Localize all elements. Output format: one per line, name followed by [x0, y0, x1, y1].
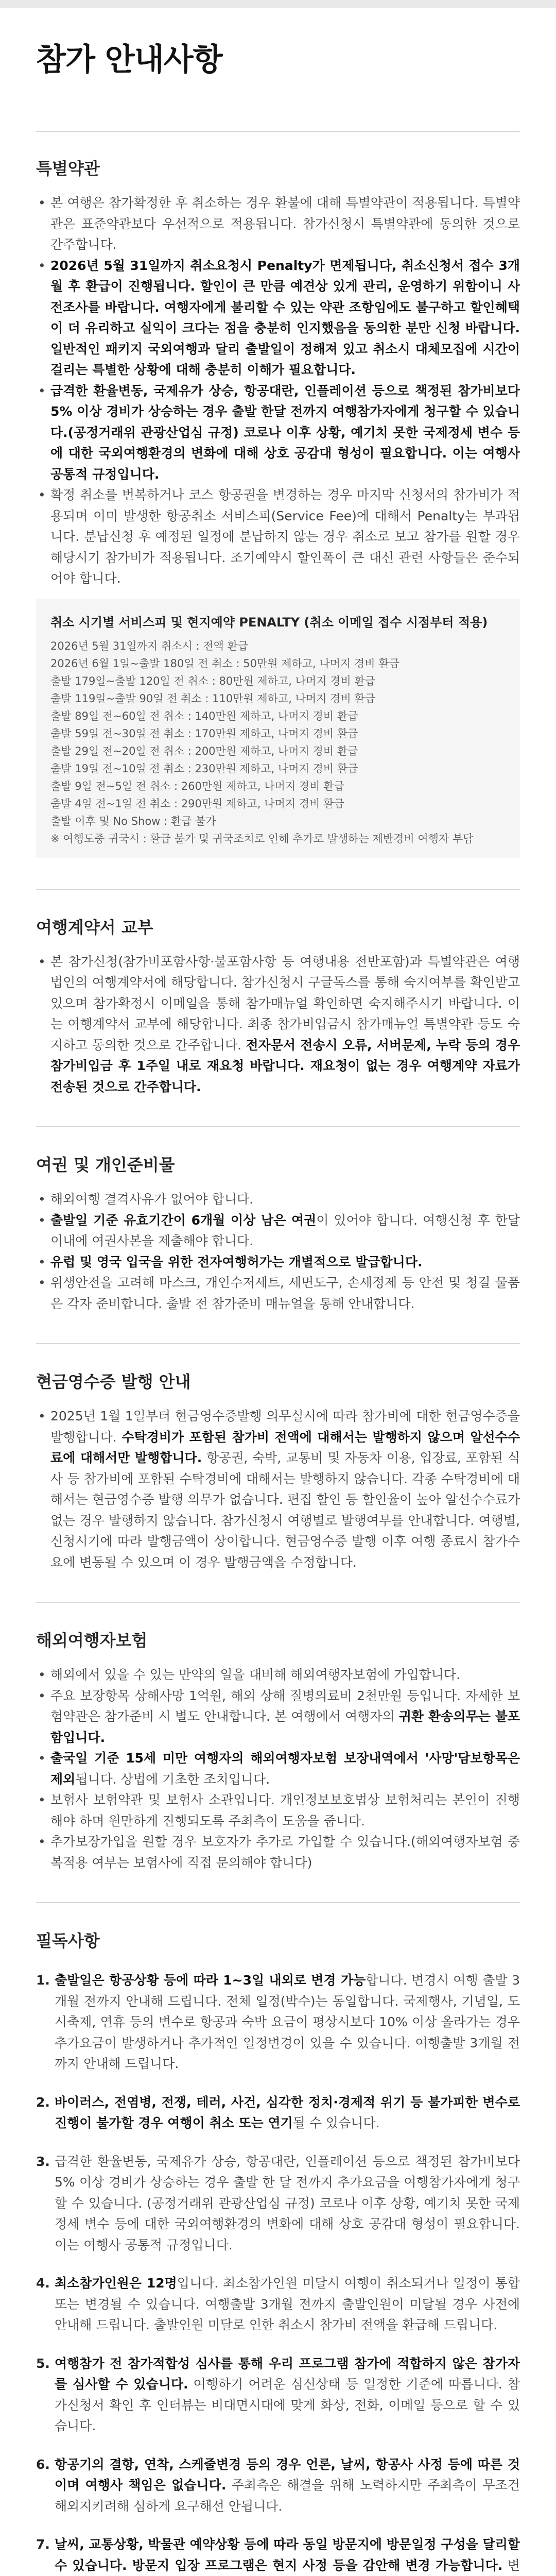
policy-row: 출발 9일 전~5일 전 취소 : 260만원 제하고, 나머지 경비 환급	[50, 779, 344, 792]
section-title: 필독사항	[36, 1931, 100, 1951]
bullet-item: • 출국일 기준 15세 미만 여행자의 해외여행자보험 보장내역에서 '사망'담보항목은 제외됩니다. 상법에 기초한 조치입니다.	[36, 1748, 520, 1790]
bullet-item: • 출발일 기준 유효기간이 6개월 이상 남은 여권이 있어야 합니다. 여행신청 후 한달 이내에 여권사본을 제출해야 합니다.	[36, 1210, 520, 1252]
bullet-item: • 확정 취소를 번복하거나 코스 항공권을 변경하는 경우 마지막 신청서의 참가비가 적용되며 이미 발생한 항공취소 서비스피(Service Fee)에 대해서 Penalty는 부과됩니다. 분납신청 후 예정된 일정에 분납하지 않는 경우 취소로 보고 참가를 원할 경우 해당시기 참가비가 적용됩니다. 조기예약시 할인폭이 큰 대신 관련 사항들은 준수되어야 합니다.	[36, 485, 520, 589]
bullet-item: • 해외에서 있을 수 있는 만약의 일을 대비해 해외여행자보험에 가입합니다.	[36, 1665, 520, 1686]
section-title: 여행계약서 교부	[36, 917, 153, 937]
policy-row: 출발 29일 전~20일 전 취소 : 200만원 제하고, 나머지 경비 환급	[50, 744, 358, 757]
bullet-item: • 2026년 5월 31일까지 취소요청시 Penalty가 면제됩니다, 취소신청서 접수 3개월 후 환급이 진행됩니다. 할인이 큰 만큼 예견상 있게 관리, 운영하기 위함이니 사전조사를 바랍니다. 여행자에게 불리할 수 있는 약관 조항임에도 불구하고 할인혜택이 더 유리하고 실익이 크다는 점을 충분히 인지했음을 동의한 분만 신청 바랍니다. 일반적인 패키지 국외여행과 달리 출발일이 정해져 있고 취소시 대체모집에 시간이 걸리는 특별한 상황에 대해 충분히 이해가 필요합니다.	[36, 256, 520, 381]
numbered-item: 1. 출발일은 항공상황 등에 따라 1~3일 내외로 변경 가능합니다. 변경시 여행 출발 3개월 전까지 안내해 드립니다. 전체 일정(박수)는 동일합니다. 국제행사, 기념일, 도시축제, 연휴 등의 변수로 항공과 숙박 요금이 평상시보다 10% 이상 올라가는 경우 추가요금이 발생하거나 추가적인 일정변경이 있을 수 있습니다. 여행출발 3개월 전까지 안내해 드립니다.	[36, 1973, 520, 2072]
bullet-item: • 보험사 보험약관 및 보험사 소관입니다. 개인정보보호법상 보험처리는 본인이 진행해야 하며 원만하게 진행되도록 주최측이 도움을 줍니다.	[36, 1790, 520, 1832]
policy-row: 출발 59일 전~30일 전 취소 : 170만원 제하고, 나머지 경비 환급	[50, 727, 358, 740]
special-terms-section	[36, 156, 520, 589]
numbered-item: 6. 항공기의 결항, 연착, 스케줄변경 등의 경우 언론, 날씨, 항공사 사정 등에 따른 것이며 여행사 책임은 없습니다. 주최측은 해결을 위해 노력하지만 주최측이 무조건 해외지키려해 심하게 요구해선 안됩니다.	[36, 2456, 520, 2514]
policy-row: 출발 이후 및 No Show : 환급 불가	[50, 815, 216, 827]
cancellation-penalty-table	[36, 599, 520, 858]
policy-header: 취소 시기별 서비스피 및 현지예약 PENALTY (취소 이메일 접수 시점부터 적용)	[50, 615, 488, 630]
bullet-item: • 해외여행 결격사유가 없어야 합니다.	[36, 1189, 520, 1210]
section-title: 여권 및 개인준비물	[36, 1155, 175, 1175]
passport-section	[36, 1152, 520, 1314]
section-title: 해외여행자보험	[36, 1631, 148, 1651]
divider	[36, 1602, 520, 1603]
bullet-item: • 본 참가신청(참가비포함사항·불포함사항 등 여행내용 전반포함)과 특별약관은 여행법인의 여행계약서에 해당합니다. 참가신청시 구글독스를 통해 숙지여부를 확인받고 있으며 참가확정시 이메일을 통해 참가매뉴얼 확인하면 숙지해주시기 바랍니다. 이는 여행계약서 교부에 해당합니다. 최종 참가비입금시 참가매뉴얼 특별약관 등도 숙지하고 동의한 것으로 간주합니다. 전자문서 전송시 오류, 서버문제, 누락 등의 경우 참가비입금 후 1주일 내로 재요청 바랍니다. 재요청이 없는 경우 여행계약 자료가 전송된 것으로 간주합니다.	[36, 952, 520, 1098]
cash-receipt-section	[36, 1369, 520, 1573]
numbered-item: 5. 여행참가 전 참가적합성 심사를 통해 우리 프로그램 참가에 적합하지 않은 참가자를 심사할 수 있습니다. 여행하기 어려운 심신상태 등 일정한 기준에 따릅니다. 참가신청서 확인 후 인터뷰는 비대면시대에 맞게 화상, 전화, 이메일 등으로 할 수 있습니다.	[36, 2355, 520, 2434]
page-title: 참가 안내사항	[36, 42, 222, 78]
bullet-item: • 주요 보장항목 상해사망 1억원, 해외 상해 질병의료비 2천만원 등입니다. 자세한 보험약관은 참가준비 시 별도 안내합니다. 본 여행에서 여행자의 귀환 환송의무는 불포함입니다.	[36, 1686, 520, 1749]
top-bar	[0, 0, 556, 8]
divider	[36, 1902, 520, 1903]
policy-row: 출발 19일 전~10일 전 취소 : 230만원 제하고, 나머지 경비 환급	[50, 762, 358, 775]
must-read-section	[36, 1928, 520, 2576]
insurance-section	[36, 1628, 520, 1873]
bullet-item: • 추가보장가입을 원할 경우 보호자가 추가로 가입할 수 있습니다.(해외여행자보험 중복적용 여부는 보험사에 직접 문의해야 합니다)	[36, 1832, 520, 1873]
numbered-item: 4. 최소참가인원은 12명입니다. 최소참가인원 미달시 여행이 취소되거나 일정이 통합 또는 변경될 수 있습니다. 여행출발 3개월 전까지 출발인원이 미달될 경우 사전에 안내해 드립니다. 출발인원 미달로 인한 취소시 참가비 전액을 환급해 드립니다.	[36, 2276, 520, 2333]
bullet-item: • 유럽 및 영국 입국을 위한 전자여행허가는 개별적으로 발급합니다.	[36, 1252, 520, 1273]
policy-row: 출발 89일 전~60일 전 취소 : 140만원 제하고, 나머지 경비 환급	[50, 709, 358, 722]
divider	[36, 1126, 520, 1127]
bullet-item: • 급격한 환율변동, 국제유가 상승, 항공대란, 인플레이션 등으로 책정된 참가비보다 5% 이상 경비가 상승하는 경우 출발 한달 전까지 여행참가자에게 청구할 수 있습니다.(공정거래위 관광산업심 규정) 코로나 이후 상황, 예기치 못한 국제정세 변수 등에 대한 국외여행환경의 변화에 대해 상호 공감대 형성이 필요합니다. 이는 여행사 공통적 규정입니다.	[36, 381, 520, 485]
policy-row: 2026년 5월 31일까지 취소시 : 전액 환급	[50, 639, 249, 652]
policy-row: 2026년 6월 1일~출발 180일 전 취소 : 50만원 제하고, 나머지 경비 환급	[50, 657, 399, 670]
bullet-item: • 위생안전을 고려해 마스크, 개인수저세트, 세면도구, 손세정제 등 안전 및 청결 물품은 각자 준비합니다. 출발 전 참가준비 매뉴얼을 통해 안내합니다.	[36, 1273, 520, 1314]
numbered-item: 2. 바이러스, 전염병, 전쟁, 테러, 사건, 심각한 정치·경제적 위기 등 불가피한 변수로 진행이 불가할 경우 여행이 취소 또는 연기될 수 있습니다.	[36, 2094, 520, 2131]
numbered-item: 7. 날씨, 교통상황, 박물관 예약상황 등에 따라 동일 방문지에 방문일정 구성을 달리할 수 있습니다. 방문지 입장 프로그램은 현지 사정 등을 감안해 변경 가능합니다. 변	[36, 2537, 520, 2573]
policy-row: 출발 119일~출발 90일 전 취소 : 110만원 제하고, 나머지 경비 환급	[50, 692, 375, 705]
section-title: 현금영수증 발행 안내	[36, 1372, 191, 1392]
policy-row: ※ 여행도중 귀국시 : 환급 불가 및 귀국조치로 인해 추가로 발생하는 제반경비 여행자 부담	[50, 832, 474, 845]
divider	[36, 131, 520, 132]
numbered-item: 3. 급격한 환율변동, 국제유가 상승, 항공대란, 인플레이션 등으로 책정된 참가비보다 5% 이상 경비가 상승하는 경우 출발 한 달 전까지 추가요금을 여행참가자에게 청구할 수 있습니다. (공정거래위 관광산업심 규정) 코로나 이후 상황, 예기치 못한 국제정세 변수 등에 대한 국외여행환경의 변화에 대해 상호 공감대 형성이 필요합니다. 이는 여행사 공통적 규정입니다.	[36, 2154, 520, 2252]
divider	[36, 1343, 520, 1344]
policy-row: 출발 179일~출발 120일 전 취소 : 80만원 제하고, 나머지 경비 환급	[50, 674, 375, 687]
bullet-item: • 2025년 1월 1일부터 현금영수증발행 의무실시에 따라 참가비에 대한 현금영수증을 발행합니다. 수탁경비가 포함된 참가비 전액에 대해서는 발행하지 않으며 알선수수료에 대해서만 발행합니다. 항공권, 숙박, 교통비 및 자동차 이용, 입장료, 포함된 식사 등 참가비에 포함된 수탁경비에 대해서는 발행하지 않습니다. 각종 수탁경비에 대해서는 현금영수증 발행 의무가 없습니다. 편집 할인 등 할인율이 높아 알선수수료가 없는 경우 발행하지 않습니다. 참가신청시 여행별로 발행여부를 안내합니다. 여행별, 신청시기에 따라 발행금액이 상이합니다. 현금영수증 발행 이후 여행 종료시 참가수요에 변동될 수 있으며 이 경우 발행금액을 수정합니다.	[36, 1406, 520, 1573]
policy-row: 출발 4일 전~1일 전 취소 : 290만원 제하고, 나머지 경비 환급	[50, 797, 344, 810]
section-title: 특별약관	[36, 159, 100, 178]
bullet-item: • 본 여행은 참가확정한 후 취소하는 경우 환불에 대해 특별약관이 적용됩니다. 특별약관은 표준약관보다 우선적으로 적용됩니다. 참가신청시 특별약관에 동의한 것으로 간주합니다.	[36, 193, 520, 256]
contract-section	[36, 914, 520, 1098]
divider	[36, 889, 520, 890]
